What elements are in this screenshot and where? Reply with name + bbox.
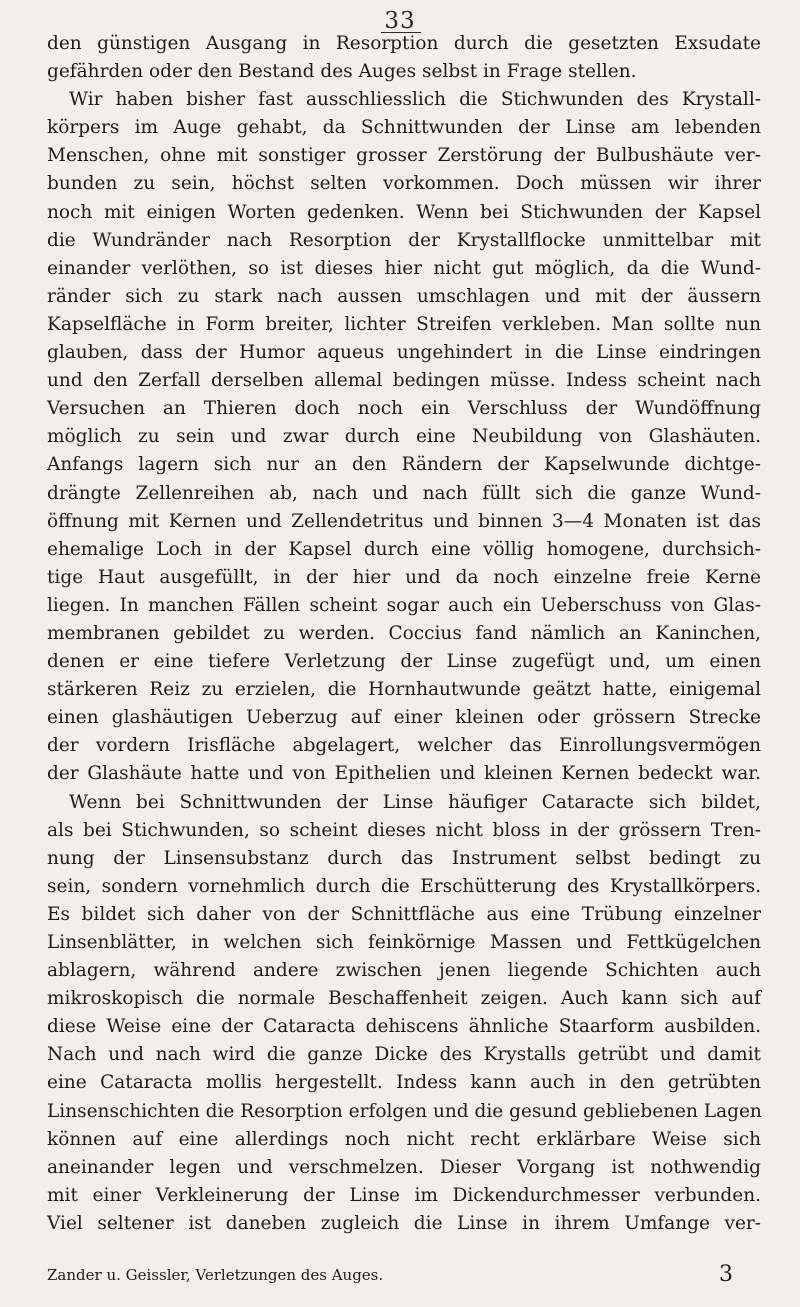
text-line: mit einer Verkleinerung der Linse im Dickendurchmesser verbunden. <box>47 1184 761 1206</box>
text-line: noch mit einigen Worten gedenken. Wenn bei Stichwunden der Kapsel <box>47 201 761 223</box>
text-line: als bei Stichwunden, so scheint dieses nicht bloss in der grössern Tren- <box>47 819 761 841</box>
text-line: öffnung mit Kernen und Zellendetritus und binnen 3—4 Monaten ist das <box>47 510 761 532</box>
text-line: Wenn bei Schnittwunden der Linse häufiger Cataracte sich bildet, <box>69 791 761 813</box>
text-line: Nach und nach wird die ganze Dicke des Krystalls getrübt und damit <box>47 1044 761 1066</box>
signature-mark: 3 <box>719 1262 733 1287</box>
text-line: können auf eine allerdings noch nicht recht erklärbare Weise sich <box>47 1128 761 1150</box>
text-line: ränder sich zu stark nach aussen umschlagen und mit der äussern <box>47 285 761 307</box>
text-line: sein, sondern vornehmlich durch die Erschütterung des Krystallkörpers. <box>47 875 761 897</box>
text-line: Anfangs lagern sich nur an den Rändern der Kapselwunde dichtge- <box>47 454 761 476</box>
text-line: gefährden oder den Bestand des Auges selbst in Frage stellen. <box>47 61 637 83</box>
text-line: Wir haben bisher fast ausschliesslich die Stichwunden des Krystall- <box>69 89 761 111</box>
text-line: bunden zu sein, höchst selten vorkommen. Doch müssen wir ihrer <box>47 173 761 195</box>
text-line: der vordern Irisfläche abgelagert, welcher das Einrollungsvermögen <box>47 735 761 757</box>
text-line: der Glashäute hatte und von Epithelien und kleinen Kernen bedeckt war. <box>47 763 761 785</box>
text-line: körpers im Auge gehabt, da Schnittwunden der Linse am lebenden <box>47 117 761 139</box>
text-line: membranen gebildet zu werden. Coccius fand nämlich an Kaninchen, <box>47 622 761 644</box>
text-line: Linsenschichten die Resorption erfolgen und die gesund gebliebenen Lagen <box>47 1100 762 1122</box>
text-line: ehemalige Loch in der Kapsel durch eine völlig homogene, durchsich- <box>47 538 761 560</box>
text-line: ablagern, während andere zwischen jenen liegende Schichten auch <box>47 960 761 982</box>
text-line: eine Cataracta mollis hergestellt. Indess kann auch in den getrübten <box>47 1072 761 1094</box>
text-line: liegen. In manchen Fällen scheint sogar auch ein Ueberschuss von Glas- <box>47 594 761 616</box>
page-footer <box>47 1262 761 1288</box>
text-line: tige Haut ausgefüllt, in der hier und da noch einzelne freie Kerne <box>47 566 761 588</box>
text-line: einander verlöthen, so ist dieses hier nicht gut möglich, da die Wund- <box>47 257 761 279</box>
page-number: 33 <box>384 8 416 34</box>
text-line: Versuchen an Thieren doch noch ein Verschluss der Wundöffnung <box>47 398 761 420</box>
text-line: nung der Linsensubstanz durch das Instrument selbst bedingt zu <box>47 847 761 869</box>
text-line: einen glashäutigen Ueberzug auf einer kleinen oder grössern Strecke <box>47 707 761 729</box>
text-line: und den Zerfall derselben allemal bedingen müsse. Indess scheint nach <box>47 370 761 392</box>
text-line: den günstigen Ausgang in Resorption durch die gesetzten Exsudate <box>47 33 761 54</box>
text-line: möglich zu sein und zwar durch eine Neubildung von Glashäuten. <box>47 426 761 448</box>
body-text <box>47 30 761 1238</box>
text-line: mikroskopisch die normale Beschaffenheit zeigen. Auch kann sich auf <box>47 988 761 1010</box>
footer-authors: Zander u. Geissler, Verletzungen des Auges. <box>47 1266 384 1284</box>
text-line: aneinander legen und verschmelzen. Dieser Vorgang ist nothwendig <box>47 1156 761 1178</box>
text-line: Linsenblätter, in welchen sich feinkörnige Massen und Fettkügelchen <box>47 932 761 953</box>
text-line: denen er eine tiefere Verletzung der Linse zugefügt und, um einen <box>47 651 761 673</box>
text-line: die Wundränder nach Resorption der Krystallflocke unmittelbar mit <box>47 229 761 251</box>
text-line: Menschen, ohne mit sonstiger grosser Zerstörung der Bulbushäute ver- <box>47 145 761 167</box>
text-line: Es bildet sich daher von der Schnittfläche aus eine Trübung einzelner <box>47 903 761 925</box>
text-line: glauben, dass der Humor aqueus ungehindert in die Linse eindringen <box>47 342 761 364</box>
text-line: Viel seltener ist daneben zugleich die Linse in ihrem Umfange ver- <box>47 1212 761 1234</box>
text-line: stärkeren Reiz zu erzielen, die Hornhautwunde geätzt hatte, einigemal <box>47 679 761 701</box>
text-line: drängte Zellenreihen ab, nach und nach füllt sich die ganze Wund- <box>47 482 761 504</box>
text-line: Kapselfläche in Form breiter, lichter Streifen verkleben. Man sollte nun <box>47 313 761 335</box>
text-line: diese Weise eine der Cataracta dehiscens ähnliche Staarform ausbilden. <box>47 1016 761 1038</box>
